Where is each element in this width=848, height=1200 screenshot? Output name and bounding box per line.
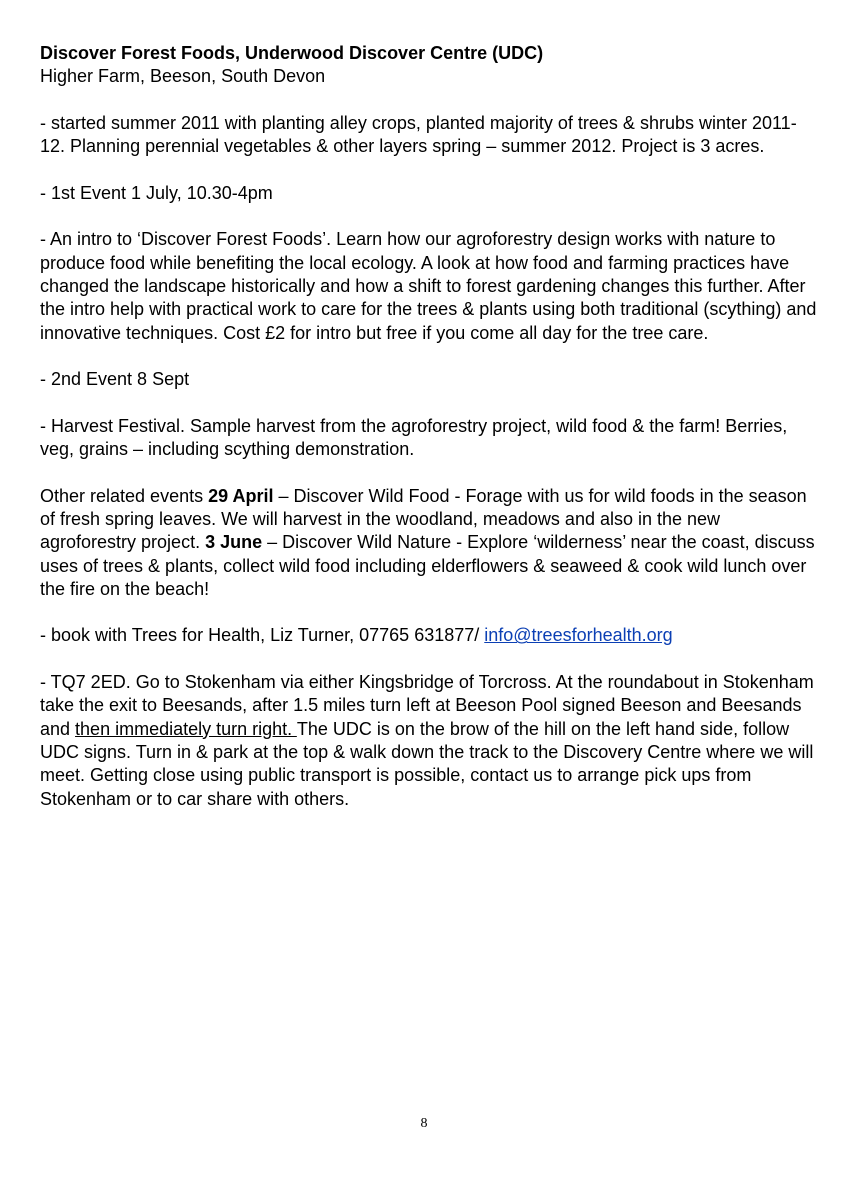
event2-date: - 2nd Event 8 Sept [40,369,190,390]
other-events-intro: Other related events [40,485,209,506]
directions-text-1: - TQ7 2ED. Go to Stokenham via either Kingsbridge of Torcross. At the roundabout in Stokenham take the exit to Beesands, after 1.5 miles turn left at Beeson Pool signed Beeson and Beesands and [40,672,814,739]
event1-date: - 1st Event 1 July, 10.30-4pm [40,182,273,203]
directions-paragraph [40,671,820,811]
directions-underlined-text: then immediately turn right. [75,718,297,739]
header [40,42,820,89]
booking-email-link[interactable]: info@treesforhealth.org [484,625,673,646]
document-body [40,42,820,834]
other-events-date-2: 3 June [205,532,263,553]
document-title: Discover Forest Foods, Underwood Discover Centre (UDC) [40,43,544,63]
other-events-paragraph [40,485,820,601]
booking-text: - book with Trees for Health, Liz Turner, 07765 631877/ [40,625,485,646]
booking-paragraph [40,624,820,647]
page-number: 8 [420,1116,428,1131]
document-location: Higher Farm, Beeson, South Devon [40,66,326,87]
directions-text-2: The UDC is on the brow of the hill on the left hand side, follow UDC signs. Turn in & park at the top & walk down the track to the Discovery Centre where we will meet. Getting close using public transport is possible, contact us to arrange pick ups from Stokenham or to car share with others. [40,718,814,809]
other-events-text-1: – Discover Wild Food - Forage with us for wild foods in the season of fresh spring leaves. We will harvest in the woodland, meadows and also in the new agroforestry project. [40,485,807,553]
other-events-text-2: – Discover Wild Nature - Explore ‘wilderness’ near the coast, discuss uses of trees & plants, collect wild food including elderflowers & seaweed & cook wild lunch over the fire on the beach! [40,532,815,599]
event2-description: - Harvest Festival. Sample harvest from the agroforestry project, wild food & the farm! Berries, veg, grains – including scything demonstration. [40,415,788,460]
event1-description: - An intro to ‘Discover Forest Foods’. Learn how our agroforestry design works with nature to produce food while benefiting the local ecology. A look at how food and farming practices have changed the landscape historically and how a shift to forest gardening changes this further. After the intro help with practical work to care for the trees & plants using both traditional (scything) and innovative techniques. Cost £2 for intro but free if you come all day for the tree care. [40,229,817,343]
other-events-date-1: 29 April [208,485,274,506]
background-paragraph: - started summer 2011 with planting alley crops, planted majority of trees & shrubs winter 2011-12. Planning perennial vegetables & other layers spring – summer 2012. Project is 3 acres. [40,112,797,157]
